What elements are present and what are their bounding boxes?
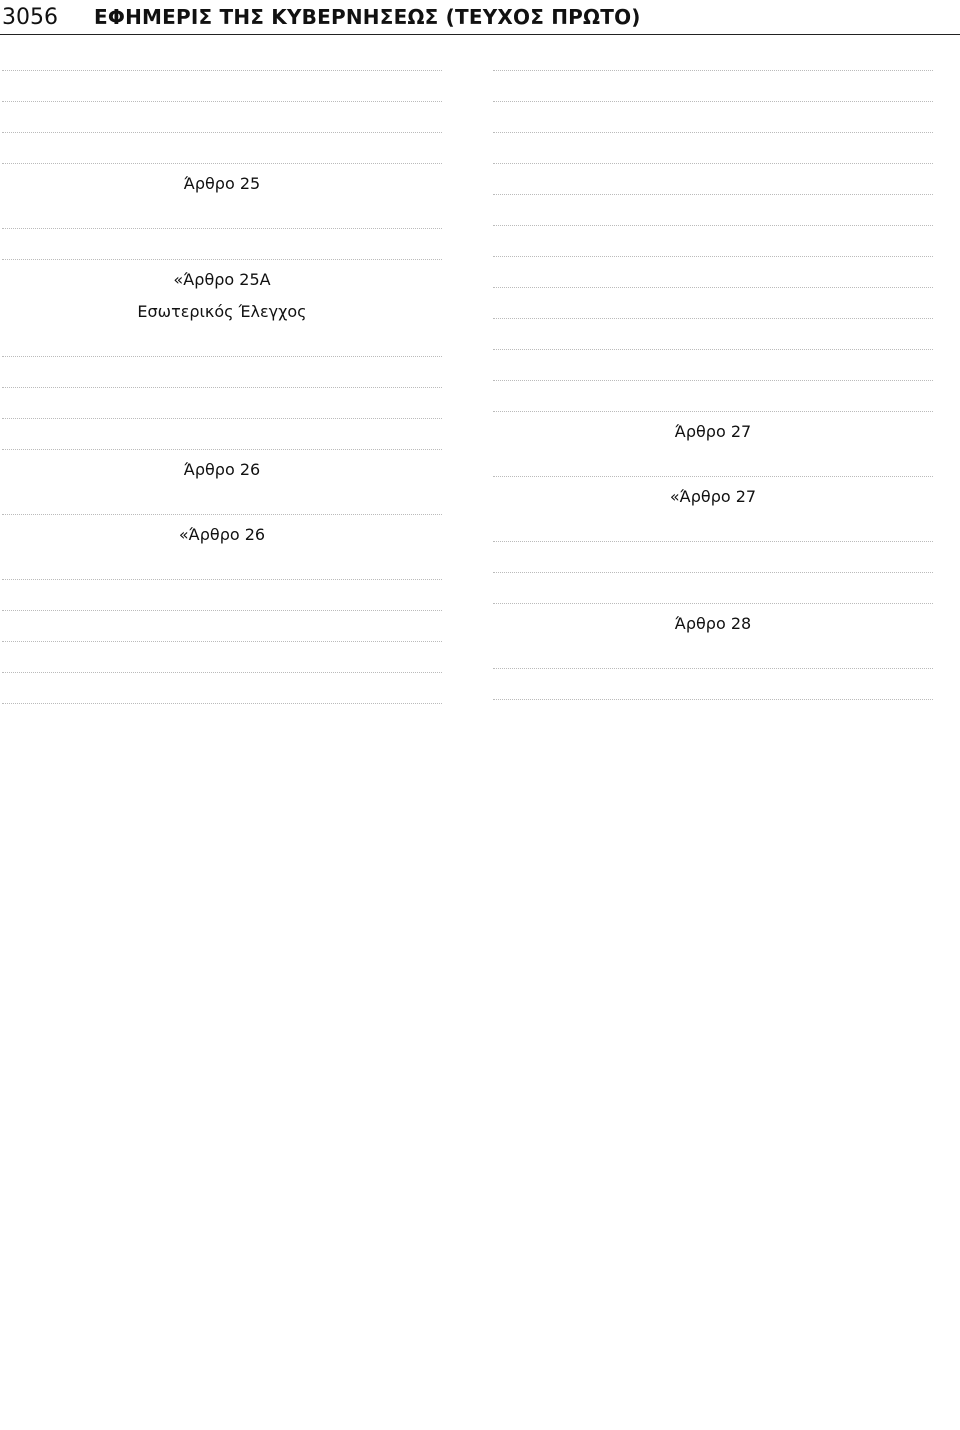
paragraph-placeholder [493, 579, 933, 604]
paragraph-placeholder [493, 387, 933, 412]
paragraph-placeholder [2, 46, 442, 71]
paragraph-placeholder [2, 555, 442, 580]
article-heading: Άρθρο 26 [183, 460, 261, 479]
paragraph-placeholder [493, 675, 933, 700]
paragraph-placeholder [493, 46, 933, 71]
paragraph-placeholder [2, 394, 442, 419]
article-heading: Άρθρο 28 [674, 614, 752, 633]
article-heading: «Άρθρο 27 [669, 487, 757, 506]
paragraph-placeholder [493, 294, 933, 319]
paragraph-placeholder [493, 644, 933, 669]
paragraph-placeholder [2, 617, 442, 642]
paragraph-placeholder [2, 490, 442, 515]
article-subheading: Εσωτερικός Έλεγχος [137, 302, 307, 321]
left-column [2, 40, 442, 1420]
article-heading: Άρθρο 27 [674, 422, 752, 441]
paragraph-placeholder [493, 263, 933, 288]
paragraph-placeholder [2, 648, 442, 673]
journal-title: ΕΦΗΜΕΡΙΣ ΤΗΣ ΚΥΒΕΡΝΗΣΕΩΣ (ΤΕΥΧΟΣ ΠΡΩΤΟ) [94, 5, 641, 29]
paragraph-placeholder [2, 139, 442, 164]
paragraph-placeholder [2, 425, 442, 450]
article-heading: Άρθρο 25 [183, 174, 261, 193]
paragraph-placeholder [493, 170, 933, 195]
paragraph-placeholder [493, 452, 933, 477]
paragraph-placeholder [493, 232, 933, 257]
paragraph-placeholder [2, 332, 442, 357]
right-column [493, 40, 933, 1420]
paragraph-placeholder [2, 204, 442, 229]
article-heading: «Άρθρο 25Α [173, 270, 271, 289]
paragraph-placeholder [2, 77, 442, 102]
paragraph-placeholder [493, 201, 933, 226]
paragraph-placeholder [2, 363, 442, 388]
paragraph-placeholder [2, 235, 442, 260]
paragraph-placeholder [493, 325, 933, 350]
paragraph-placeholder [493, 77, 933, 102]
paragraph-placeholder [493, 139, 933, 164]
page-number: 3056 [2, 4, 58, 30]
paragraph-placeholder [493, 356, 933, 381]
paragraph-placeholder [2, 679, 442, 704]
paragraph-placeholder [2, 586, 442, 611]
article-heading: «Άρθρο 26 [178, 525, 266, 544]
page-header [0, 0, 960, 35]
paragraph-placeholder [493, 108, 933, 133]
paragraph-placeholder [493, 548, 933, 573]
paragraph-placeholder [2, 108, 442, 133]
paragraph-placeholder [493, 517, 933, 542]
